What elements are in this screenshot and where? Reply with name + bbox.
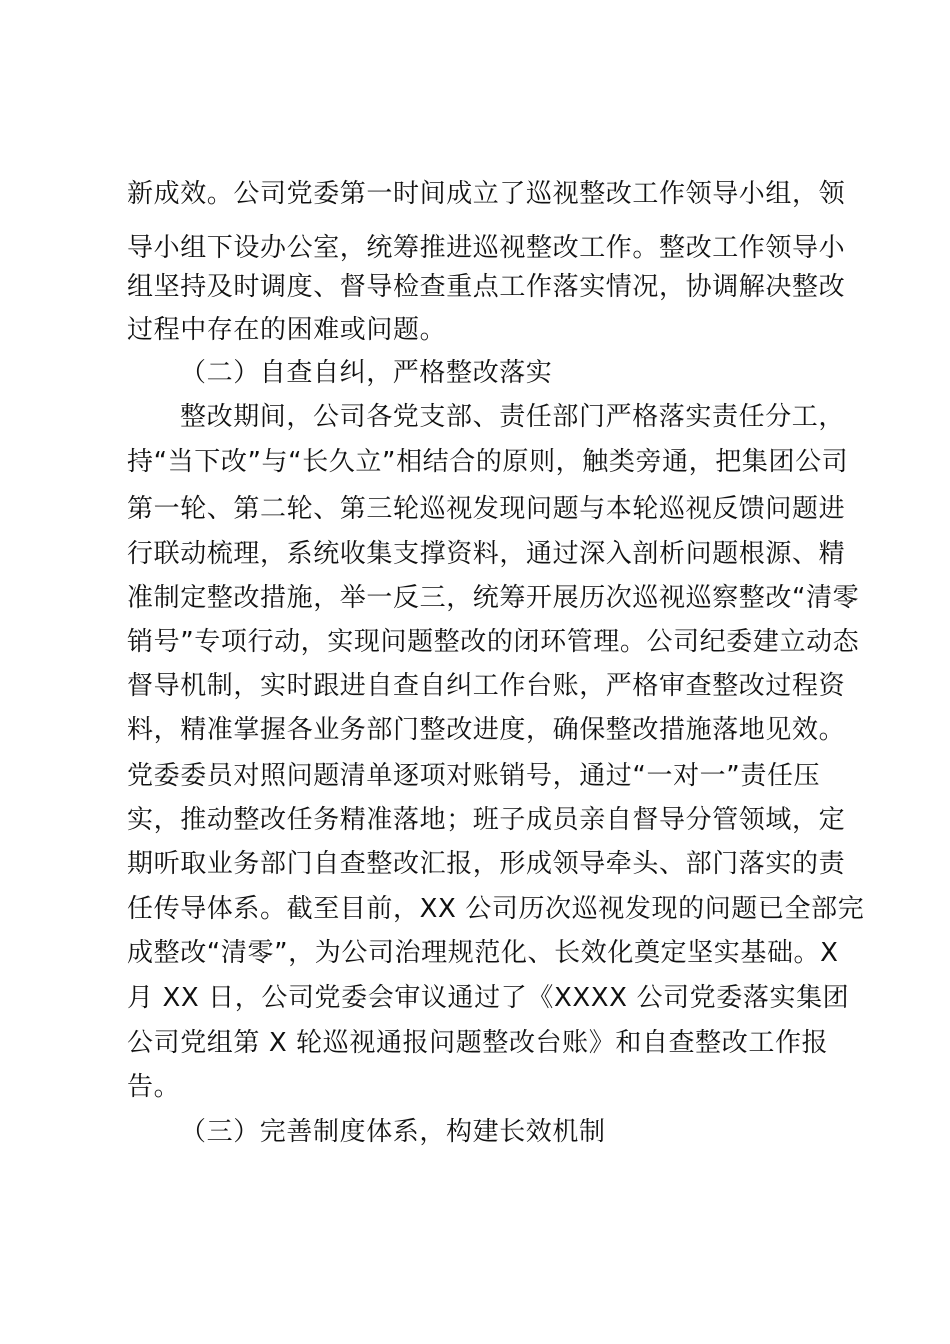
paragraph-line: 第一轮、第二轮、第三轮巡视发现问题与本轮巡视反馈问题进: [127, 494, 846, 524]
paragraph-line: 实，推动整改任务精准落地；班子成员亲自督导分管领域，定: [127, 805, 846, 835]
paragraph-line: 月 XX 日，公司党委会审议通过了《XXXX 公司党委落实集团: [127, 983, 850, 1013]
paragraph-line: 整改期间，公司各党支部、责任部门严格落实责任分工，: [180, 402, 846, 432]
paragraph-line: 行联动梳理，系统收集支撑资料，通过深入剖析问题根源、精: [127, 539, 846, 569]
paragraph-line: 成整改“清零”，为公司治理规范化、长效化奠定坚实基础。X: [127, 938, 839, 968]
paragraph-line: 党委委员对照问题清单逐项对账销号，通过“一对一”责任压: [127, 761, 821, 791]
paragraph-line: 督导机制，实时跟进自查自纠工作台账，严格审查整改过程资: [127, 671, 846, 701]
paragraph-line: 公司党组第 X 轮巡视通报问题整改台账》和自查整改工作报: [127, 1028, 829, 1058]
paragraph-line: 准制定整改措施，举一反三，统筹开展历次巡视巡察整改“清零: [127, 583, 860, 613]
paragraph-line: 过程中存在的困难或问题。: [127, 315, 447, 345]
paragraph-line: 期听取业务部门自查整改汇报，形成领导牵头、部门落实的责: [127, 849, 846, 879]
section-heading: （二）自查自纠，严格整改落实: [180, 358, 553, 388]
section-heading: （三）完善制度体系，构建长效机制: [180, 1117, 606, 1147]
paragraph-line: 料，精准掌握各业务部门整改进度，确保整改措施落地见效。: [127, 715, 846, 745]
paragraph-line: 销号”专项行动，实现问题整改的闭环管理。公司纪委建立动态: [127, 627, 860, 657]
paragraph-line: 导小组下设办公室，统筹推进巡视整改工作。整改工作领导小: [127, 233, 846, 263]
paragraph-line: 组坚持及时调度、督导检查重点工作落实情况，协调解决整改: [127, 272, 846, 302]
paragraph-line: 任传导体系。截至目前，XX 公司历次巡视发现的问题已全部完: [127, 894, 865, 924]
paragraph-line: 告。: [127, 1072, 181, 1102]
paragraph-line: 持“当下改”与“长久立”相结合的原则，触类旁通，把集团公司: [127, 447, 849, 477]
paragraph-line: 新成效。公司党委第一时间成立了巡视整改工作领导小组，领: [127, 179, 846, 209]
